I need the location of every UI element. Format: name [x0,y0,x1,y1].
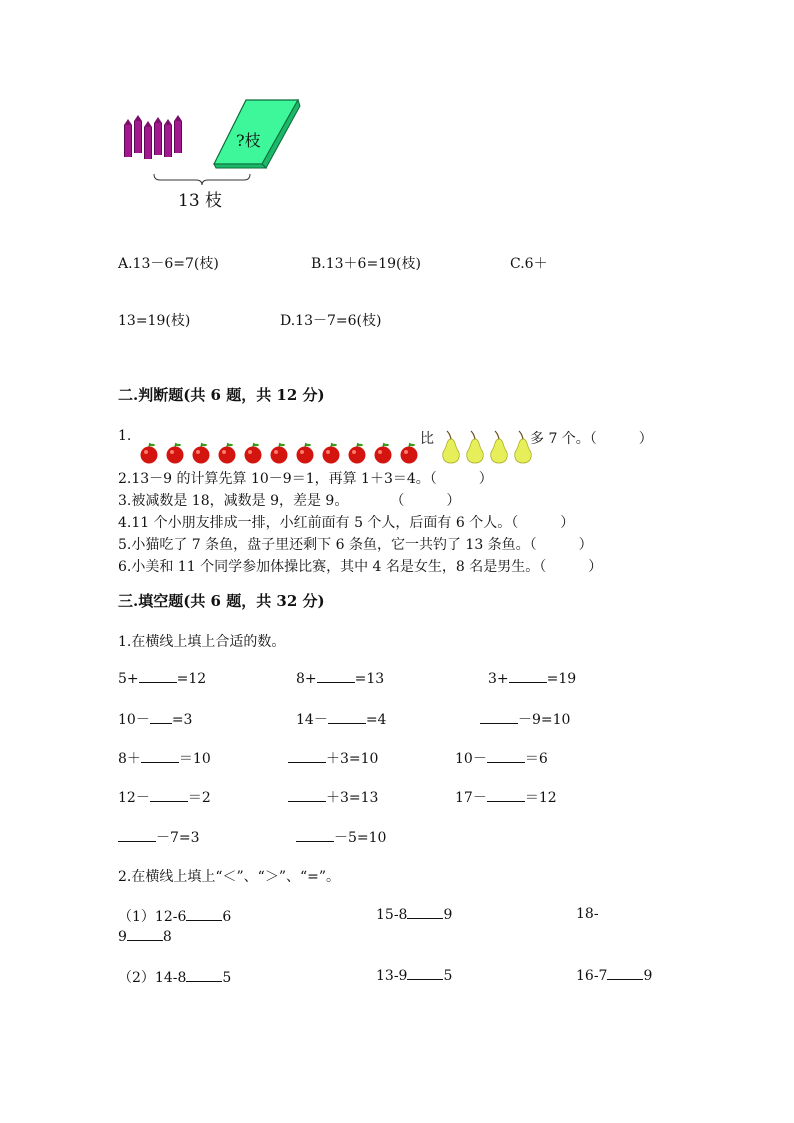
apple-icon [164,442,186,464]
q1-end: 多 7 个。（ ） [530,431,653,447]
compare-item-part2: 9 8 [118,929,172,945]
answer-blank[interactable] [607,967,643,980]
answer-blank[interactable] [487,789,525,802]
option-a: A.13－6=7(枝) [118,256,219,272]
option-c-part1: C.6＋ [510,256,548,272]
fill-item: 5+ =12 [118,671,207,687]
apple-icon [320,442,342,464]
apple-icon [294,442,316,464]
compare-item: （1）12-6 6 [118,909,232,925]
pencil-icon [144,127,152,159]
fill-item: 17－ ＝12 [455,790,557,806]
apple-icon [398,442,420,464]
apple-icon [216,442,238,464]
fill-item: 14－ =4 [296,712,387,728]
answer-blank[interactable] [480,711,518,724]
answer-blank[interactable] [127,928,163,941]
answer-blank[interactable] [407,906,443,919]
fill-item: －9=10 [480,709,570,729]
answer-blank[interactable] [407,967,443,980]
judgement-q4: 4.11 个小朋友排成一排，小红前面有 5 个人，后面有 6 个人。（ ） [118,515,575,531]
pencil-icon [154,123,162,155]
apple-row [138,430,424,464]
fill-item: 12－ ＝2 [118,790,211,806]
q1-number: 1. [118,428,132,444]
apple-icon [268,442,290,464]
answer-blank[interactable] [150,711,172,724]
option-b: B.13＋6=19(枝) [311,256,421,272]
fill-item: －5=10 [296,827,386,847]
answer-blank[interactable] [328,711,366,724]
answer-blank[interactable] [288,750,326,763]
judgement-q2: 2.13－9 的计算先算 10－9＝1，再算 1＋3＝4。（ ） [118,471,493,487]
judgement-q6: 6.小美和 11 个同学参加体操比赛，其中 4 名是女生，8 名是男生。（ ） [118,559,603,575]
judgement-q5: 5.小猫吃了 7 条鱼，盘子里还剩下 6 条鱼，它一共钓了 13 条鱼。（ ） [118,537,593,553]
fill-item: 8＋ ＝10 [118,751,211,767]
pear-icon [462,430,488,464]
answer-blank[interactable] [509,670,547,683]
answer-blank[interactable] [141,750,179,763]
answer-blank[interactable] [296,829,334,842]
answer-blank[interactable] [186,969,222,982]
pencil-icon [124,125,132,157]
apple-icon [138,442,160,464]
fill-q2-instruction: 2.在横线上填上“＜”、“＞”、“=”。 [118,869,341,885]
answer-blank[interactable] [186,908,222,921]
compare-item: （2）14-8 5 [118,970,232,986]
fill-item: ＋3=13 [288,787,378,807]
section-title-fill: 三.填空题(共 6 题，共 32 分) [118,592,325,610]
fill-q1-instruction: 1.在横线上填上合适的数。 [118,634,286,650]
total-label: 13 枝 [178,191,223,211]
answer-blank[interactable] [487,750,525,763]
judgement-q3: 3.被减数是 18，减数是 9，差是 9。 （ ） [118,493,461,509]
pear-icon [438,430,464,464]
apple-icon [346,442,368,464]
apple-icon [372,442,394,464]
pencil-icon [164,125,172,157]
compare-item-part1: 18- [576,906,599,922]
section-title-judgement: 二.判断题(共 6 题，共 12 分) [118,386,325,404]
answer-blank[interactable] [288,789,326,802]
fill-item: 8+ =13 [296,671,385,687]
pencils-illustration [122,115,186,157]
answer-blank[interactable] [317,670,355,683]
answer-blank[interactable] [118,829,156,842]
pear-row [438,430,534,464]
compare-item: 16-7 9 [576,968,653,984]
option-c-part2: 13=19(枝) [118,313,191,329]
pencil-icon [134,121,142,153]
fill-item: 10－ =3 [118,712,193,728]
answer-blank[interactable] [150,789,188,802]
apple-icon [190,442,212,464]
answer-blank[interactable] [139,670,177,683]
fill-item: 10－ ＝6 [455,751,548,767]
compare-item: 15-8 9 [376,907,453,923]
apple-icon [242,442,264,464]
brace-icon [152,172,252,186]
compare-item: 13-9 5 [376,968,453,984]
fill-item: 3+ =19 [488,671,577,687]
option-d: D.13－7=6(枝) [280,313,382,329]
q1-compare-word: 比 [420,431,434,447]
fill-item: ＋3=10 [288,748,378,768]
fill-item: －7=3 [118,827,200,847]
pear-icon [486,430,512,464]
pencil-icon [174,121,182,153]
box-label: ?枝 [236,131,261,150]
